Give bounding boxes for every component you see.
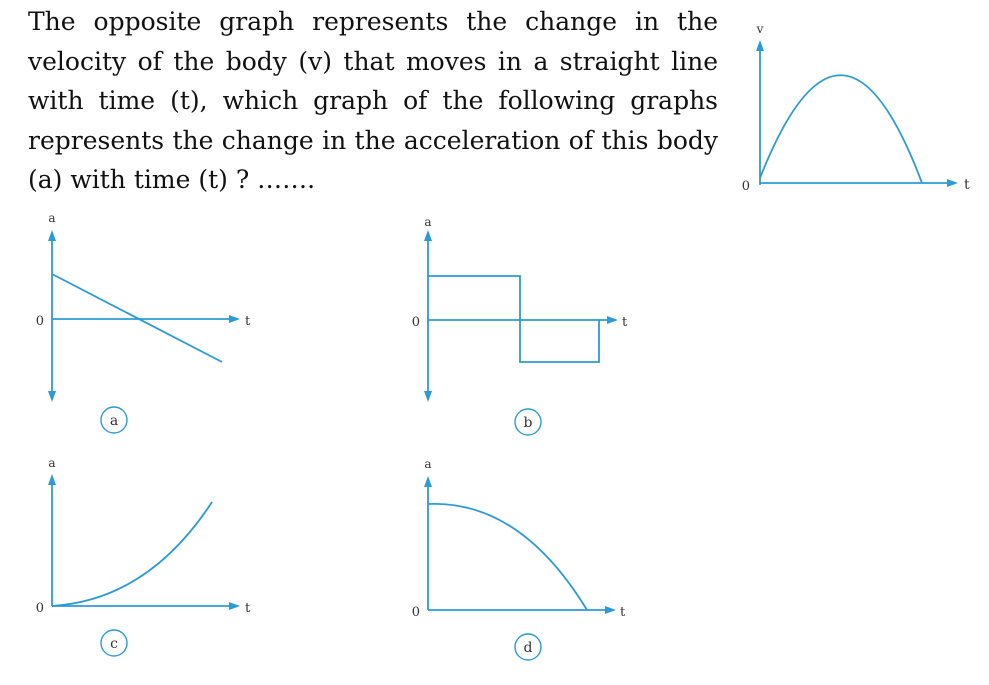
v-axis-arrow-icon bbox=[756, 40, 764, 51]
acceleration-curve bbox=[52, 502, 212, 606]
t-axis-label: t bbox=[245, 314, 251, 329]
option-d-label: d bbox=[523, 640, 533, 656]
velocity-curve bbox=[760, 75, 922, 183]
acceleration-curve bbox=[428, 504, 587, 610]
origin-label: 0 bbox=[35, 601, 44, 616]
option-d-graph bbox=[412, 457, 626, 660]
t-axis-label: t bbox=[245, 601, 251, 616]
origin-label: 0 bbox=[411, 315, 420, 330]
acceleration-line bbox=[52, 274, 222, 362]
question-text: The opposite graph represents the change in the velocity of the body (v) that moves in a straight line with time (t), which graph of the following graphs represents the change in the acceleration of this body (a) with time (t) ? ……. bbox=[28, 7, 718, 194]
a-axis-up-arrow-icon bbox=[48, 474, 56, 485]
a-axis-label: a bbox=[424, 215, 432, 229]
option-c-graph bbox=[36, 456, 251, 656]
t-axis-arrow-icon bbox=[229, 602, 240, 610]
a-axis-down-arrow-icon bbox=[48, 391, 56, 402]
t-axis-arrow-icon bbox=[947, 179, 958, 187]
option-a-graph bbox=[36, 211, 251, 433]
option-b-graph bbox=[412, 215, 628, 435]
a-axis-down-arrow-icon bbox=[424, 391, 432, 402]
t-axis-label: t bbox=[964, 177, 970, 193]
a-axis-up-arrow-icon bbox=[48, 230, 56, 241]
t-axis-label: t bbox=[620, 605, 626, 620]
t-axis-arrow-icon bbox=[229, 315, 240, 323]
a-axis-label: a bbox=[48, 211, 56, 225]
a-axis-up-arrow-icon bbox=[424, 230, 432, 241]
option-a-label: a bbox=[109, 413, 119, 429]
v-axis-label: v bbox=[756, 22, 764, 36]
t-axis-arrow-icon bbox=[607, 316, 618, 324]
origin-label: 0 bbox=[741, 179, 750, 194]
option-b-label: b bbox=[523, 415, 533, 431]
acceleration-step-line bbox=[428, 276, 599, 362]
a-axis-label: a bbox=[424, 457, 432, 471]
t-axis-arrow-icon bbox=[605, 606, 616, 614]
a-axis-up-arrow-icon bbox=[424, 476, 432, 487]
a-axis-label: a bbox=[48, 456, 56, 470]
t-axis-label: t bbox=[622, 315, 628, 330]
option-c-label: c bbox=[110, 636, 118, 652]
origin-label: 0 bbox=[411, 605, 420, 620]
given-velocity-graph bbox=[742, 22, 970, 194]
origin-label: 0 bbox=[35, 314, 44, 329]
